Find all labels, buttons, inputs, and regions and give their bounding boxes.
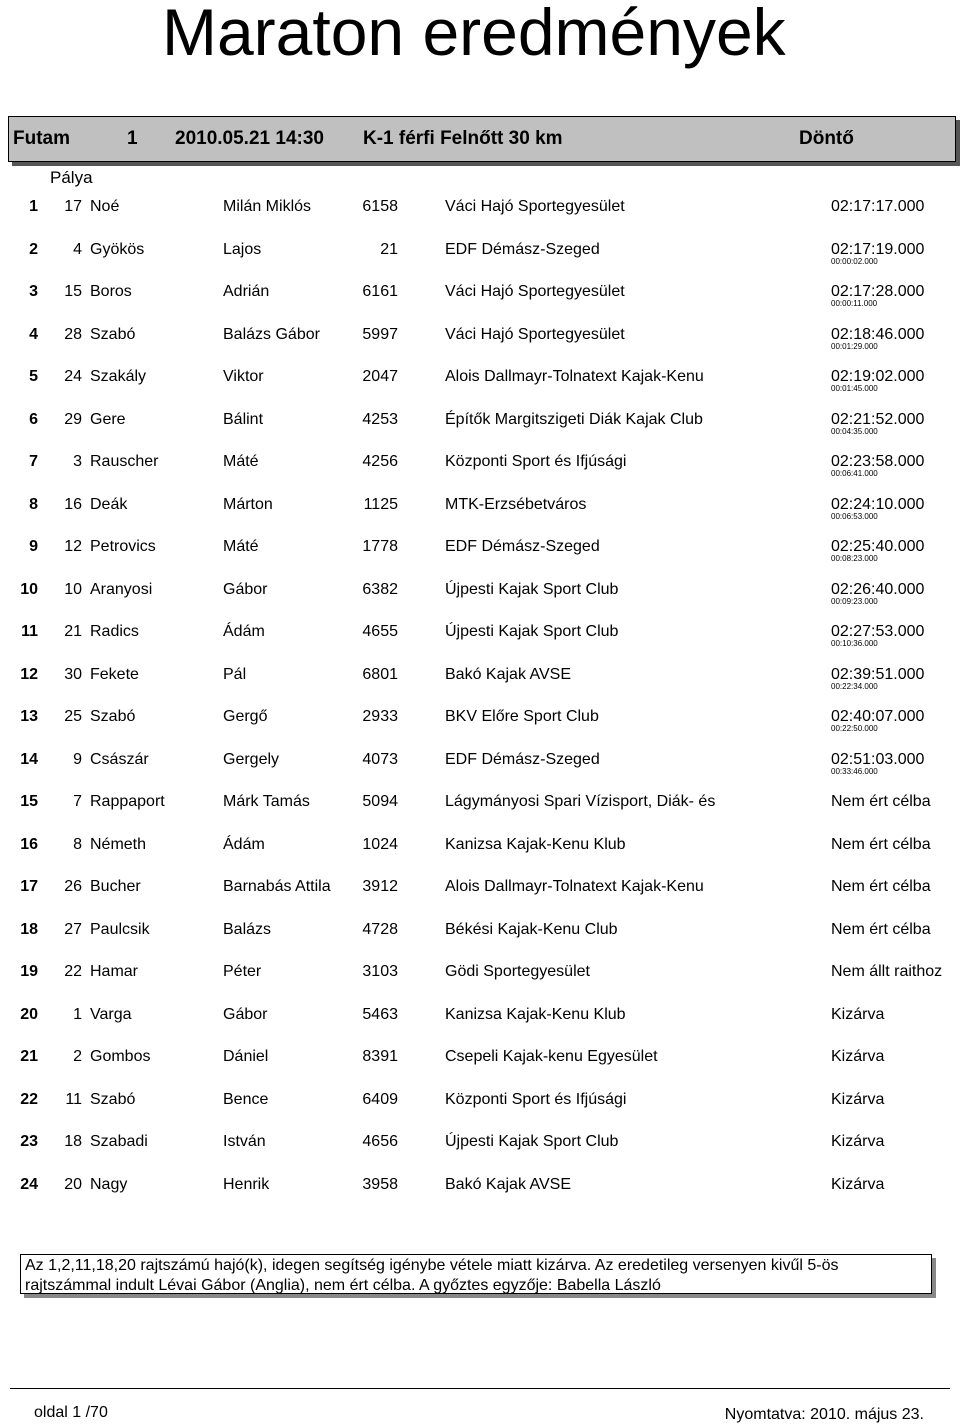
result-first: Máté	[223, 538, 259, 555]
result-first: Barnabás Attila	[223, 878, 331, 895]
result-last: Fekete	[90, 665, 139, 683]
result-rank: 17	[20, 878, 38, 895]
result-last: Bucher	[90, 878, 141, 895]
result-time: Kizárva	[831, 1175, 885, 1193]
table-row	[0, 743, 960, 785]
result-lane: 20	[64, 1175, 82, 1193]
result-club: EDF Démász-Szeged	[445, 240, 600, 258]
result-bib: 1778	[362, 538, 398, 555]
result-rank: 8	[29, 495, 38, 513]
result-time: Nem ért célba	[831, 920, 931, 938]
table-row	[0, 1125, 960, 1167]
result-rank: 19	[20, 963, 38, 980]
result-last: Szabó	[90, 708, 136, 725]
result-rank: 7	[29, 453, 38, 470]
result-first: Bálint	[223, 410, 264, 428]
result-lane: 21	[64, 623, 82, 640]
result-diff: 00:04:35.000	[831, 426, 878, 436]
result-lane: 15	[64, 283, 82, 300]
result-diff: 00:01:45.000	[831, 384, 878, 393]
footer-divider	[10, 1388, 950, 1389]
result-club: Újpesti Kajak Sport Club	[445, 623, 619, 640]
print-date: Nyomtatva: 2010. május 23.	[724, 1406, 924, 1423]
result-rank: 22	[20, 1090, 38, 1108]
result-rank: 16	[20, 835, 38, 853]
result-club: Újpesti Kajak Sport Club	[445, 580, 619, 598]
result-bib: 2933	[362, 708, 398, 725]
result-club: Kanizsa Kajak-Kenu Klub	[445, 835, 626, 853]
table-row	[0, 403, 960, 445]
result-time: Kizárva	[831, 1005, 885, 1023]
result-bib: 3958	[362, 1175, 398, 1193]
result-bib: 4728	[362, 920, 398, 938]
result-last: Petrovics	[90, 538, 156, 555]
result-bib: 5463	[362, 1005, 398, 1023]
result-diff: 00:22:34.000	[831, 681, 878, 691]
result-lane: 30	[64, 665, 82, 683]
result-club: Kanizsa Kajak-Kenu Klub	[445, 1005, 626, 1023]
table-row	[0, 1040, 960, 1082]
table-row	[0, 275, 960, 317]
result-time: Kizárva	[831, 1090, 885, 1108]
heat-event: K-1 férfi Felnőtt 30 km	[363, 128, 563, 149]
table-row	[0, 828, 960, 870]
result-diff: 00:09:23.000	[831, 596, 878, 606]
table-row	[0, 190, 960, 232]
result-club: Központi Sport és Ifjúsági	[445, 453, 627, 470]
result-bib: 6801	[362, 665, 398, 683]
result-last: Szakály	[90, 368, 147, 385]
result-lane: 3	[73, 453, 82, 470]
heat-label: Futam	[13, 128, 70, 149]
result-last: Boros	[90, 283, 132, 300]
result-rank: 15	[20, 793, 38, 810]
result-first: Pál	[223, 665, 247, 683]
result-first: Milán Miklós	[223, 198, 312, 215]
table-row	[0, 785, 960, 827]
result-club: Bakó Kajak AVSE	[445, 665, 571, 683]
heat-datetime: 2010.05.21 14:30	[175, 128, 324, 149]
result-time: 02:25:40.000	[831, 538, 925, 555]
result-first: Henrik	[223, 1175, 270, 1193]
result-lane: 9	[73, 750, 82, 768]
result-first: Máté	[223, 453, 259, 470]
result-rank: 24	[20, 1175, 38, 1193]
result-bib: 6382	[362, 580, 398, 598]
result-diff: 00:01:29.000	[831, 341, 878, 351]
table-row	[0, 998, 960, 1040]
result-time: 02:51:03.000	[831, 750, 925, 768]
result-time: 02:39:51.000	[831, 665, 925, 683]
result-lane: 18	[64, 1133, 82, 1150]
result-rank: 6	[29, 410, 38, 428]
result-lane: 1	[73, 1005, 82, 1023]
result-lane: 25	[64, 708, 82, 725]
page-title: Maraton eredmények	[162, 0, 786, 69]
result-bib: 4656	[362, 1133, 398, 1150]
table-row	[0, 955, 960, 997]
note-box: Az 1,2,11,18,20 rajtszámú hajó(k), idegen segítség igénybe vétele miatt kizárva. Az eredetileg versenyen kivűl 5-ös rajtszámmal indult Lévai Gábor (Anglia), nem ért célba. A győztes egyzője: Babella László	[20, 1254, 932, 1294]
result-bib: 3912	[362, 878, 398, 895]
result-club: Lágymányosi Spari Vízisport, Diák- és	[445, 793, 716, 810]
result-rank: 11	[21, 623, 38, 640]
result-time: 02:26:40.000	[831, 580, 925, 598]
result-time: Nem ért célba	[831, 878, 931, 895]
table-row	[0, 913, 960, 955]
table-row	[0, 615, 960, 657]
result-bib: 6161	[362, 283, 398, 300]
result-rank: 2	[29, 240, 38, 258]
table-row	[0, 658, 960, 700]
table-row	[0, 360, 960, 402]
result-first: István	[223, 1133, 266, 1150]
result-time: 02:24:10.000	[831, 495, 925, 513]
result-last: Radics	[90, 623, 139, 640]
result-bib: 5094	[362, 793, 398, 810]
result-lane: 22	[64, 963, 82, 980]
result-last: Szabadi	[90, 1133, 148, 1150]
result-lane: 16	[64, 495, 82, 513]
table-row	[0, 573, 960, 615]
result-last: Aranyosi	[90, 580, 153, 598]
result-last: Németh	[90, 835, 147, 853]
result-time: 02:17:28.000	[831, 283, 925, 300]
result-first: Gábor	[223, 1005, 268, 1023]
result-club: Központi Sport és Ifjúsági	[445, 1090, 627, 1108]
result-first: Balázs	[223, 920, 272, 938]
result-lane: 8	[73, 835, 82, 853]
result-lane: 4	[73, 240, 82, 258]
result-club: Váci Hajó Sportegyesület	[445, 198, 625, 215]
result-bib: 3103	[362, 963, 398, 980]
result-bib: 4073	[362, 750, 398, 768]
result-lane: 27	[64, 920, 82, 938]
result-first: Adrián	[223, 283, 270, 300]
result-bib: 4256	[362, 453, 398, 470]
result-last: Rauscher	[90, 453, 159, 470]
result-club: Váci Hajó Sportegyesület	[445, 283, 625, 300]
result-lane: 2	[73, 1048, 82, 1065]
result-club: Váci Hajó Sportegyesület	[445, 325, 625, 343]
result-club: EDF Démász-Szeged	[445, 750, 600, 768]
table-row	[0, 1083, 960, 1125]
result-bib: 21	[380, 240, 398, 258]
result-rank: 18	[20, 920, 38, 938]
page-number: oldal 1 /70	[34, 1404, 108, 1421]
result-first: Márton	[223, 495, 273, 513]
result-lane: 24	[64, 368, 82, 385]
result-rank: 21	[20, 1048, 38, 1065]
result-bib: 1024	[362, 835, 398, 853]
result-bib: 8391	[362, 1048, 398, 1065]
heat-header	[8, 116, 956, 162]
table-row	[0, 445, 960, 487]
result-first: Bence	[223, 1090, 269, 1108]
result-diff: 00:22:50.000	[831, 724, 878, 733]
result-first: Gergő	[223, 708, 268, 725]
result-rank: 3	[29, 283, 38, 300]
result-diff: 00:06:53.000	[831, 511, 878, 521]
result-time: 02:23:58.000	[831, 453, 925, 470]
result-last: Gyökös	[90, 240, 145, 258]
result-last: Gere	[90, 410, 126, 428]
result-time: Kizárva	[831, 1133, 885, 1150]
result-rank: 10	[20, 580, 38, 598]
result-last: Nagy	[90, 1175, 128, 1193]
result-rank: 23	[20, 1133, 38, 1150]
result-bib: 2047	[362, 368, 398, 385]
result-time: Nem ért célba	[831, 835, 931, 853]
result-lane: 29	[64, 410, 82, 428]
result-last: Szabó	[90, 1090, 136, 1108]
result-rank: 4	[29, 325, 38, 343]
result-bib: 4253	[362, 410, 398, 428]
heat-stage: Döntő	[799, 128, 854, 149]
result-diff: 00:00:11.000	[831, 299, 878, 308]
result-time: 02:21:52.000	[831, 410, 925, 428]
result-club: Gödi Sportegyesület	[445, 963, 590, 980]
result-diff: 00:06:41.000	[831, 469, 878, 478]
result-lane: 26	[64, 878, 82, 895]
result-last: Varga	[90, 1005, 132, 1023]
lane-column-header: Pálya	[50, 168, 93, 187]
table-row	[0, 530, 960, 572]
result-first: Márk Tamás	[223, 793, 310, 810]
result-first: Gábor	[223, 580, 268, 598]
result-club: Építők Margitszigeti Diák Kajak Club	[445, 410, 703, 428]
result-club: Alois Dallmayr-Tolnatext Kajak-Kenu	[445, 368, 704, 385]
result-bib: 6409	[362, 1090, 398, 1108]
result-time: 02:17:19.000	[831, 240, 925, 258]
result-lane: 11	[65, 1090, 82, 1108]
result-rank: 1	[29, 198, 38, 215]
result-last: Noé	[90, 198, 120, 215]
result-lane: 28	[64, 325, 82, 343]
result-first: Ádám	[223, 623, 265, 640]
table-row	[0, 700, 960, 742]
result-last: Császár	[90, 750, 149, 768]
result-first: Gergely	[223, 750, 280, 768]
result-time: 02:17:17.000	[831, 198, 925, 215]
result-first: Dániel	[223, 1048, 269, 1065]
result-first: Péter	[223, 963, 262, 980]
result-club: MTK-Erzsébetváros	[445, 495, 587, 513]
result-first: Balázs Gábor	[223, 325, 320, 343]
result-first: Ádám	[223, 835, 265, 853]
table-row	[0, 1168, 960, 1210]
result-diff: 00:00:02.000	[831, 256, 878, 266]
result-time: Nem állt raithoz	[831, 963, 943, 980]
result-club: Csepeli Kajak-kenu Egyesület	[445, 1048, 658, 1065]
heat-number: 1	[127, 128, 138, 149]
result-time: Kizárva	[831, 1048, 885, 1065]
result-lane: 7	[73, 793, 82, 810]
result-lane: 12	[64, 538, 82, 555]
result-time: 02:27:53.000	[831, 623, 925, 640]
result-club: EDF Démász-Szeged	[445, 538, 600, 555]
result-rank: 14	[20, 750, 38, 768]
table-row	[0, 318, 960, 360]
result-club: Alois Dallmayr-Tolnatext Kajak-Kenu	[445, 878, 704, 895]
table-row	[0, 870, 960, 912]
result-rank: 5	[29, 368, 38, 385]
result-rank: 12	[20, 665, 38, 683]
result-last: Deák	[90, 495, 128, 513]
result-club: Békési Kajak-Kenu Club	[445, 920, 618, 938]
result-last: Hamar	[90, 963, 139, 980]
result-time: Nem ért célba	[831, 793, 931, 810]
result-rank: 20	[20, 1005, 38, 1023]
result-first: Viktor	[223, 368, 264, 385]
result-last: Paulcsik	[90, 920, 150, 938]
result-bib: 1125	[363, 495, 398, 513]
result-bib: 5997	[362, 325, 398, 343]
result-time: 02:40:07.000	[831, 708, 925, 725]
result-diff: 00:33:46.000	[831, 766, 878, 776]
result-rank: 9	[29, 538, 38, 555]
result-lane: 17	[64, 198, 82, 215]
result-last: Rappaport	[90, 793, 165, 810]
result-lane: 10	[64, 580, 82, 598]
result-bib: 6158	[362, 198, 398, 215]
table-row	[0, 488, 960, 530]
result-last: Szabó	[90, 325, 136, 343]
result-bib: 4655	[362, 623, 398, 640]
result-diff: 00:10:36.000	[831, 639, 878, 648]
result-first: Lajos	[223, 240, 262, 258]
result-last: Gombos	[90, 1048, 151, 1065]
table-row	[0, 233, 960, 275]
result-rank: 13	[20, 708, 38, 725]
result-club: Bakó Kajak AVSE	[445, 1175, 571, 1193]
result-time: 02:19:02.000	[831, 368, 925, 385]
result-time: 02:18:46.000	[831, 325, 925, 343]
result-club: Újpesti Kajak Sport Club	[445, 1133, 619, 1150]
result-club: BKV Előre Sport Club	[445, 708, 599, 725]
result-diff: 00:08:23.000	[831, 554, 878, 563]
